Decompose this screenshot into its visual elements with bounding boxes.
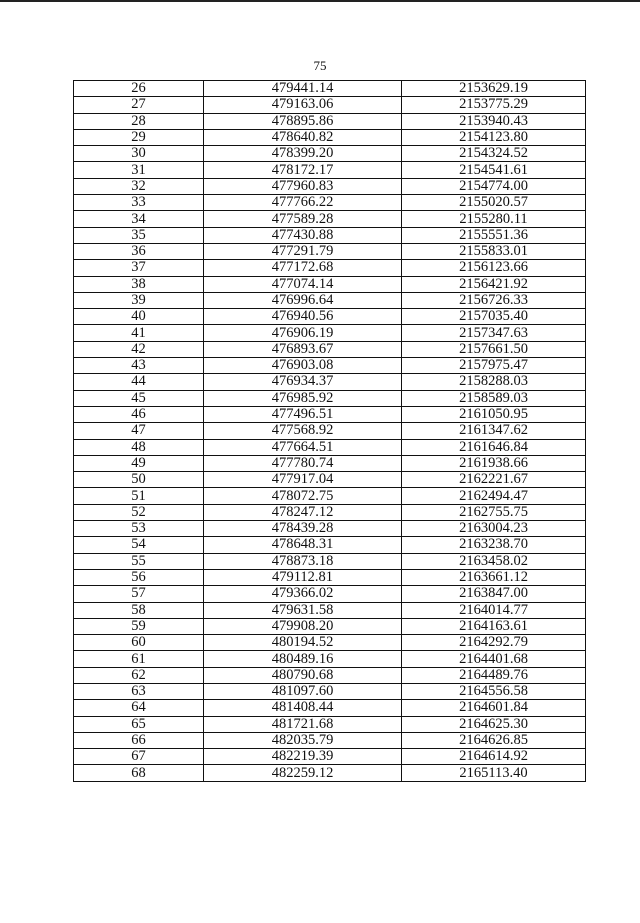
x-coordinate-cell: 479631.58 <box>204 602 402 618</box>
table-row <box>74 276 586 292</box>
table-row <box>74 358 586 374</box>
x-coordinate-cell: 482219.39 <box>204 749 402 765</box>
point-number-cell: 26 <box>74 81 204 97</box>
x-coordinate-cell: 477074.14 <box>204 276 402 292</box>
x-coordinate-cell: 481408.44 <box>204 700 402 716</box>
table-row <box>74 81 586 97</box>
point-number-cell: 42 <box>74 341 204 357</box>
x-coordinate-cell: 477664.51 <box>204 439 402 455</box>
point-number-cell: 64 <box>74 700 204 716</box>
y-coordinate-cell: 2155833.01 <box>402 243 586 259</box>
x-coordinate-cell: 478072.75 <box>204 488 402 504</box>
point-number-cell: 51 <box>74 488 204 504</box>
table-row <box>74 309 586 325</box>
table-row <box>74 162 586 178</box>
scan-border-line <box>0 0 640 2</box>
table-row <box>74 521 586 537</box>
table-row <box>74 472 586 488</box>
x-coordinate-cell: 478648.31 <box>204 537 402 553</box>
y-coordinate-cell: 2153940.43 <box>402 113 586 129</box>
x-coordinate-cell: 477291.79 <box>204 243 402 259</box>
y-coordinate-cell: 2153629.19 <box>402 81 586 97</box>
point-number-cell: 56 <box>74 569 204 585</box>
point-number-cell: 40 <box>74 309 204 325</box>
coordinates-table-body <box>74 81 586 782</box>
point-number-cell: 47 <box>74 423 204 439</box>
y-coordinate-cell: 2161646.84 <box>402 439 586 455</box>
point-number-cell: 57 <box>74 586 204 602</box>
x-coordinate-cell: 478439.28 <box>204 521 402 537</box>
table-row <box>74 716 586 732</box>
y-coordinate-cell: 2162755.75 <box>402 504 586 520</box>
point-number-cell: 65 <box>74 716 204 732</box>
y-coordinate-cell: 2164401.68 <box>402 651 586 667</box>
x-coordinate-cell: 481097.60 <box>204 683 402 699</box>
x-coordinate-cell: 477589.28 <box>204 211 402 227</box>
coordinates-table-container <box>73 80 585 782</box>
table-row <box>74 553 586 569</box>
table-row <box>74 504 586 520</box>
y-coordinate-cell: 2164625.30 <box>402 716 586 732</box>
point-number-cell: 39 <box>74 292 204 308</box>
x-coordinate-cell: 477960.83 <box>204 178 402 194</box>
y-coordinate-cell: 2164601.84 <box>402 700 586 716</box>
x-coordinate-cell: 478895.86 <box>204 113 402 129</box>
y-coordinate-cell: 2164556.58 <box>402 683 586 699</box>
y-coordinate-cell: 2165113.40 <box>402 765 586 781</box>
point-number-cell: 48 <box>74 439 204 455</box>
table-row <box>74 129 586 145</box>
point-number-cell: 52 <box>74 504 204 520</box>
table-row <box>74 683 586 699</box>
x-coordinate-cell: 478399.20 <box>204 146 402 162</box>
y-coordinate-cell: 2154123.80 <box>402 129 586 145</box>
point-number-cell: 61 <box>74 651 204 667</box>
y-coordinate-cell: 2153775.29 <box>402 97 586 113</box>
table-row <box>74 113 586 129</box>
y-coordinate-cell: 2155551.36 <box>402 227 586 243</box>
point-number-cell: 29 <box>74 129 204 145</box>
x-coordinate-cell: 476906.19 <box>204 325 402 341</box>
table-row <box>74 374 586 390</box>
x-coordinate-cell: 477780.74 <box>204 455 402 471</box>
point-number-cell: 66 <box>74 732 204 748</box>
table-row <box>74 537 586 553</box>
point-number-cell: 27 <box>74 97 204 113</box>
table-row <box>74 635 586 651</box>
table-row <box>74 341 586 357</box>
x-coordinate-cell: 477917.04 <box>204 472 402 488</box>
point-number-cell: 34 <box>74 211 204 227</box>
x-coordinate-cell: 477430.88 <box>204 227 402 243</box>
x-coordinate-cell: 479366.02 <box>204 586 402 602</box>
y-coordinate-cell: 2163661.12 <box>402 569 586 585</box>
point-number-cell: 45 <box>74 390 204 406</box>
x-coordinate-cell: 476996.64 <box>204 292 402 308</box>
y-coordinate-cell: 2156421.92 <box>402 276 586 292</box>
point-number-cell: 62 <box>74 667 204 683</box>
point-number-cell: 30 <box>74 146 204 162</box>
table-row <box>74 667 586 683</box>
table-row <box>74 586 586 602</box>
point-number-cell: 54 <box>74 537 204 553</box>
y-coordinate-cell: 2158589.03 <box>402 390 586 406</box>
y-coordinate-cell: 2164489.76 <box>402 667 586 683</box>
x-coordinate-cell: 477568.92 <box>204 423 402 439</box>
point-number-cell: 63 <box>74 683 204 699</box>
point-number-cell: 37 <box>74 260 204 276</box>
y-coordinate-cell: 2164614.92 <box>402 749 586 765</box>
y-coordinate-cell: 2156123.66 <box>402 260 586 276</box>
table-row <box>74 455 586 471</box>
table-row <box>74 292 586 308</box>
x-coordinate-cell: 476893.67 <box>204 341 402 357</box>
table-row <box>74 195 586 211</box>
y-coordinate-cell: 2163004.23 <box>402 521 586 537</box>
point-number-cell: 32 <box>74 178 204 194</box>
x-coordinate-cell: 476940.56 <box>204 309 402 325</box>
table-row <box>74 227 586 243</box>
y-coordinate-cell: 2156726.33 <box>402 292 586 308</box>
y-coordinate-cell: 2158288.03 <box>402 374 586 390</box>
y-coordinate-cell: 2161050.95 <box>402 406 586 422</box>
point-number-cell: 36 <box>74 243 204 259</box>
x-coordinate-cell: 477766.22 <box>204 195 402 211</box>
y-coordinate-cell: 2155020.57 <box>402 195 586 211</box>
point-number-cell: 43 <box>74 358 204 374</box>
x-coordinate-cell: 476985.92 <box>204 390 402 406</box>
x-coordinate-cell: 478247.12 <box>204 504 402 520</box>
x-coordinate-cell: 479908.20 <box>204 618 402 634</box>
y-coordinate-cell: 2154324.52 <box>402 146 586 162</box>
x-coordinate-cell: 477172.68 <box>204 260 402 276</box>
y-coordinate-cell: 2162221.67 <box>402 472 586 488</box>
point-number-cell: 55 <box>74 553 204 569</box>
x-coordinate-cell: 478640.82 <box>204 129 402 145</box>
y-coordinate-cell: 2157975.47 <box>402 358 586 374</box>
table-row <box>74 178 586 194</box>
y-coordinate-cell: 2161938.66 <box>402 455 586 471</box>
y-coordinate-cell: 2162494.47 <box>402 488 586 504</box>
x-coordinate-cell: 482035.79 <box>204 732 402 748</box>
point-number-cell: 31 <box>74 162 204 178</box>
table-row <box>74 732 586 748</box>
x-coordinate-cell: 479441.14 <box>204 81 402 97</box>
table-row <box>74 97 586 113</box>
table-row <box>74 488 586 504</box>
table-row <box>74 439 586 455</box>
y-coordinate-cell: 2164163.61 <box>402 618 586 634</box>
point-number-cell: 38 <box>74 276 204 292</box>
x-coordinate-cell: 480489.16 <box>204 651 402 667</box>
coordinates-table <box>73 80 586 782</box>
table-row <box>74 211 586 227</box>
point-number-cell: 49 <box>74 455 204 471</box>
table-row <box>74 423 586 439</box>
table-row <box>74 765 586 781</box>
point-number-cell: 53 <box>74 521 204 537</box>
y-coordinate-cell: 2155280.11 <box>402 211 586 227</box>
table-row <box>74 325 586 341</box>
y-coordinate-cell: 2164014.77 <box>402 602 586 618</box>
x-coordinate-cell: 482259.12 <box>204 765 402 781</box>
point-number-cell: 44 <box>74 374 204 390</box>
point-number-cell: 50 <box>74 472 204 488</box>
x-coordinate-cell: 479112.81 <box>204 569 402 585</box>
y-coordinate-cell: 2157347.63 <box>402 325 586 341</box>
x-coordinate-cell: 480790.68 <box>204 667 402 683</box>
y-coordinate-cell: 2163847.00 <box>402 586 586 602</box>
point-number-cell: 35 <box>74 227 204 243</box>
table-row <box>74 700 586 716</box>
x-coordinate-cell: 477496.51 <box>204 406 402 422</box>
point-number-cell: 59 <box>74 618 204 634</box>
x-coordinate-cell: 478873.18 <box>204 553 402 569</box>
y-coordinate-cell: 2161347.62 <box>402 423 586 439</box>
table-row <box>74 406 586 422</box>
point-number-cell: 58 <box>74 602 204 618</box>
table-row <box>74 618 586 634</box>
y-coordinate-cell: 2157035.40 <box>402 309 586 325</box>
table-row <box>74 243 586 259</box>
point-number-cell: 41 <box>74 325 204 341</box>
x-coordinate-cell: 480194.52 <box>204 635 402 651</box>
table-row <box>74 749 586 765</box>
table-row <box>74 260 586 276</box>
x-coordinate-cell: 478172.17 <box>204 162 402 178</box>
point-number-cell: 46 <box>74 406 204 422</box>
y-coordinate-cell: 2163238.70 <box>402 537 586 553</box>
page-number: 75 <box>313 58 327 73</box>
y-coordinate-cell: 2157661.50 <box>402 341 586 357</box>
table-row <box>74 146 586 162</box>
y-coordinate-cell: 2164292.79 <box>402 635 586 651</box>
point-number-cell: 33 <box>74 195 204 211</box>
table-row <box>74 651 586 667</box>
y-coordinate-cell: 2163458.02 <box>402 553 586 569</box>
table-row <box>74 390 586 406</box>
x-coordinate-cell: 479163.06 <box>204 97 402 113</box>
x-coordinate-cell: 476903.08 <box>204 358 402 374</box>
y-coordinate-cell: 2154541.61 <box>402 162 586 178</box>
y-coordinate-cell: 2154774.00 <box>402 178 586 194</box>
point-number-cell: 68 <box>74 765 204 781</box>
y-coordinate-cell: 2164626.85 <box>402 732 586 748</box>
table-row <box>74 569 586 585</box>
table-row <box>74 602 586 618</box>
x-coordinate-cell: 481721.68 <box>204 716 402 732</box>
point-number-cell: 67 <box>74 749 204 765</box>
x-coordinate-cell: 476934.37 <box>204 374 402 390</box>
point-number-cell: 28 <box>74 113 204 129</box>
point-number-cell: 60 <box>74 635 204 651</box>
